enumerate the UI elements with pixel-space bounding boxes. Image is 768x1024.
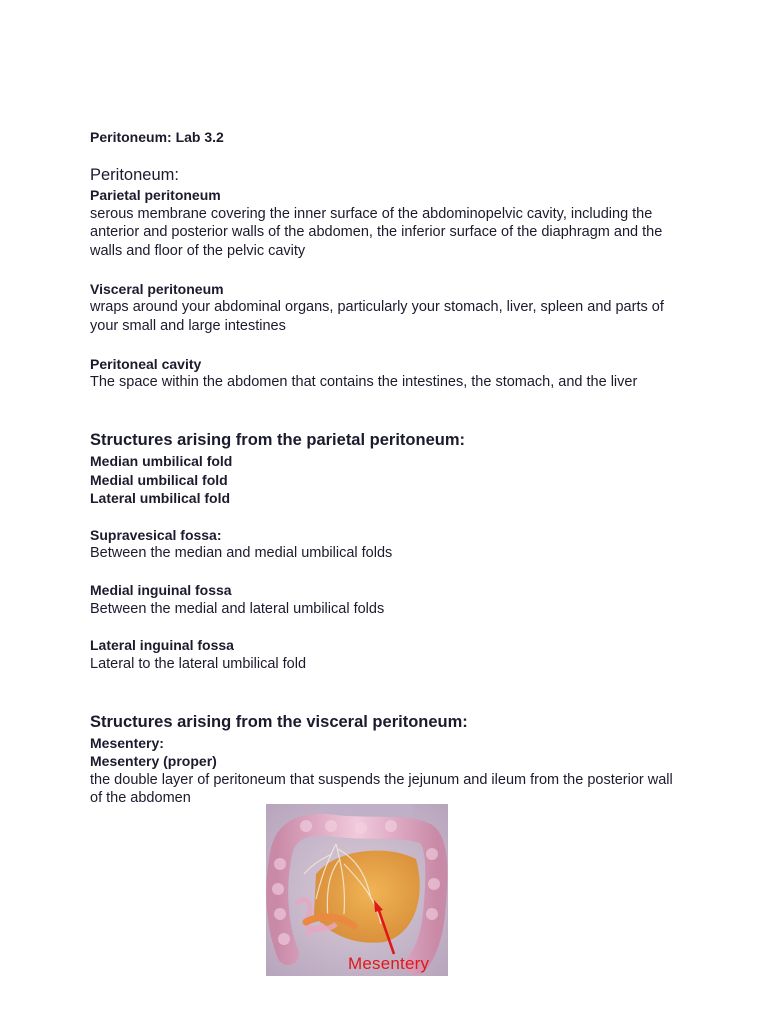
section-heading-parietal-structures: Structures arising from the parietal peritoneum: bbox=[90, 431, 465, 450]
fold-lateral-umbilical: Lateral umbilical fold bbox=[90, 490, 231, 507]
figure-label-mesentery: Mesentery bbox=[348, 954, 430, 973]
section-heading-peritoneum: Peritoneum: bbox=[90, 166, 179, 184]
definition-mesentery-proper: the double layer of peritoneum that suspends the jejunum and ileum from the posterior wall of the abdomen bbox=[90, 771, 673, 807]
term-visceral-peritoneum: Visceral peritoneum bbox=[90, 280, 224, 297]
definition-supravesical-fossa: Between the median and medial umbilical folds bbox=[90, 545, 393, 562]
definition-lateral-inguinal-fossa: Lateral to the lateral umbilical fold bbox=[90, 655, 307, 672]
term-parietal-peritoneum: Parietal peritoneum bbox=[90, 187, 221, 203]
term-mesentery-proper: Mesentery (proper) bbox=[90, 753, 217, 770]
definition-parietal-peritoneum: serous membrane covering the inner surface of the abdominopelvic cavity, including the anterior and posterior walls of the abdomen, the inferior surface of the diaphragm and the walls and floor of the pelvic cavity bbox=[90, 205, 663, 260]
definition-peritoneal-cavity: The space within the abdomen that contains the intestines, the stomach, and the liver bbox=[90, 374, 638, 391]
fold-median-umbilical: Median umbilical fold bbox=[90, 453, 233, 470]
term-lateral-inguinal-fossa: Lateral inguinal fossa bbox=[90, 637, 234, 654]
fold-medial-umbilical: Medial umbilical fold bbox=[90, 471, 228, 488]
mesentery-illustration bbox=[266, 804, 448, 976]
document-body bbox=[90, 128, 690, 808]
abdomen-anatomy-image bbox=[266, 804, 448, 976]
term-medial-inguinal-fossa: Medial inguinal fossa bbox=[90, 582, 232, 599]
definition-visceral-peritoneum: wraps around your abdominal organs, particularly your stomach, liver, spleen and parts of your small and large intestines bbox=[90, 299, 664, 335]
document-title: Peritoneum: Lab 3.2 bbox=[90, 129, 224, 145]
section-heading-visceral-structures: Structures arising from the visceral peritoneum: bbox=[90, 712, 468, 731]
term-peritoneal-cavity: Peritoneal cavity bbox=[90, 355, 202, 372]
subheading-mesentery: Mesentery: bbox=[90, 734, 164, 751]
definition-medial-inguinal-fossa: Between the medial and lateral umbilical folds bbox=[90, 600, 385, 617]
term-supravesical-fossa: Supravesical fossa: bbox=[90, 526, 222, 543]
